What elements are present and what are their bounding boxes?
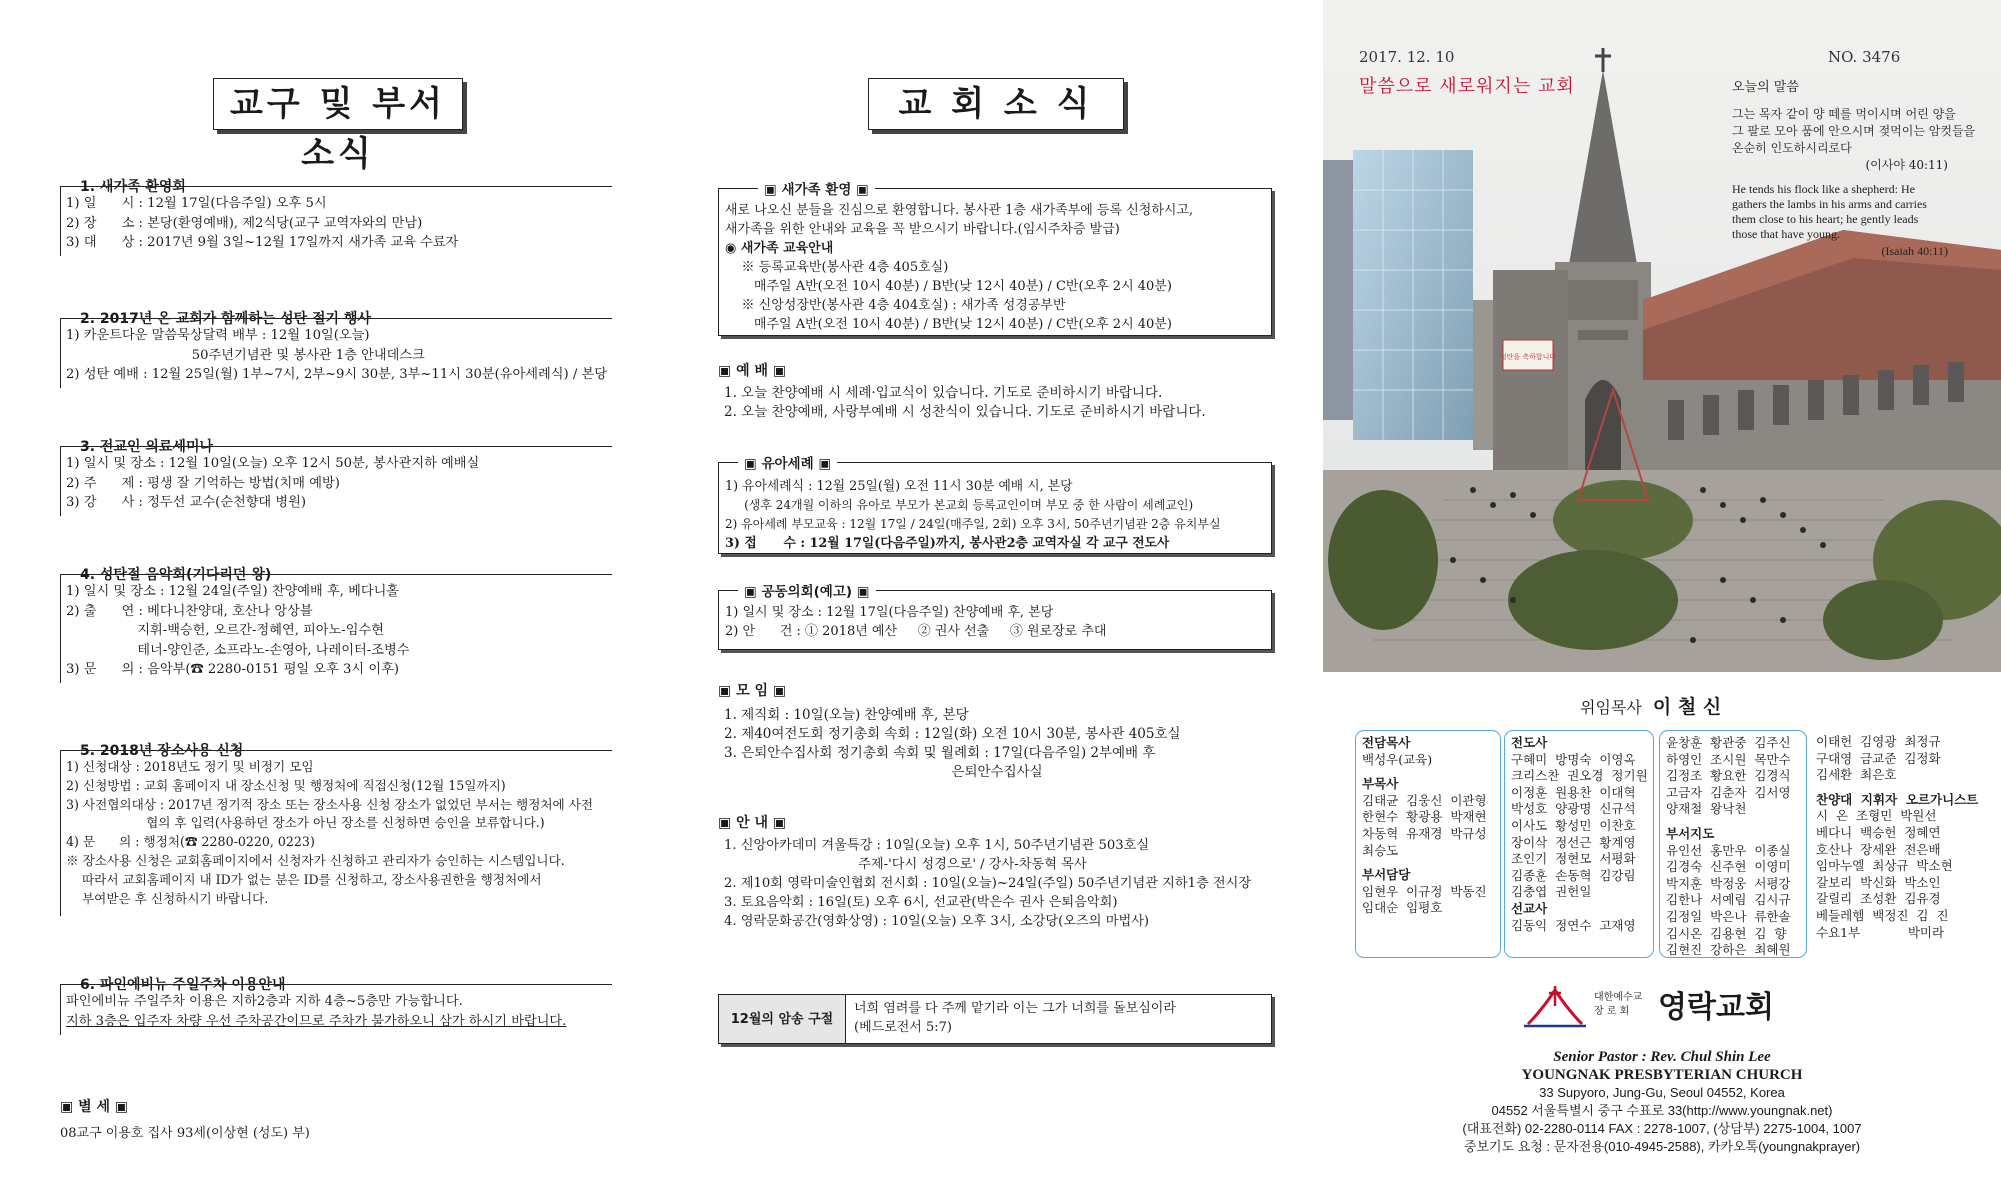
welcome-line: 새로 나오신 분들을 진심으로 환영합니다. 봉사관 1층 새가족부에 등록 신청하시고,: [725, 203, 1194, 218]
meeting-line: 2. 제40여전도회 정기총회 속회 : 12일(화) 오전 10시 30분, 봉사관 405호실: [724, 726, 1181, 742]
infant-baptism-box: [718, 462, 1272, 554]
staff-names: 임마누엘 최상규 박소현: [1816, 858, 1953, 874]
meeting-line: 1. 제직회 : 10일(오늘) 찬양예배 후, 본당: [724, 707, 969, 723]
section-line: 2) 출 연 : 베다니찬양대, 호산나 앙상블: [66, 603, 313, 619]
section-line: 50주년기념관 및 봉사관 1층 안내데스크: [66, 347, 425, 363]
section-line: 3) 강 사 : 정두선 교수(순천향대 병원): [66, 495, 306, 510]
staff-names: [1666, 818, 1800, 826]
assembly-line: 2) 안 건 : ① 2018년 예산 ② 권사 선출 ③ 원로장로 추대: [725, 624, 1107, 639]
infant-line: 2) 유아세례 부모교육 : 12월 17일 / 24일(매주일, 2회) 오후 3시, 50주년기념관 2층 유치부실: [725, 517, 1221, 531]
staff-names: [1362, 768, 1494, 776]
staff-names: 구혜미 방명숙 이영옥: [1511, 751, 1636, 767]
logo-denomination-2: 장 로 회: [1594, 1006, 1630, 1017]
section-line: 1) 일시 및 장소 : 12월 10일(오늘) 오후 12시 50분, 봉사관지하 예배실: [66, 456, 480, 471]
section-line: 2) 신청방법 : 교회 홈페이지 내 장소신청 및 행정처에 직접신청(12월 15일까지): [66, 777, 506, 793]
section-left-bar: [60, 984, 61, 1035]
staff-group-heading: 부목사: [1362, 776, 1399, 792]
notice-line: 2. 제10회 영락미술인협회 전시회 : 10일(오늘)~24일(주일) 50주년기념관 지하1층 전시장: [724, 876, 1252, 891]
notice-text: [724, 836, 1251, 931]
section-line: 따라서 교회홈페이지 내 ID가 없는 분은 ID를 신청하고, 장소사용권한을 행정처에서: [66, 871, 542, 887]
staff-names: 이정훈 원용찬 이대혁: [1511, 784, 1636, 800]
staff-names: 김정조 황요한 김경식: [1666, 768, 1791, 784]
staff-column: [1355, 730, 1501, 958]
staff-names: [1362, 859, 1494, 867]
section-line: 3) 대 상 : 2017년 9월 3일~12월 17일까지 새가족 교육 수료자: [66, 235, 459, 250]
section-body: [66, 454, 479, 513]
notice-line: 주제-'다시 성경으로' / 강사-차동혁 목사: [724, 857, 1087, 872]
welcome-line: 새가족을 위한 안내와 교육을 꼭 받으시기 바랍니다.(임시주차증 발급): [725, 222, 1120, 237]
verse-english-line: those that have young.: [1732, 227, 1840, 241]
staff-names: 구대영 금교준 김정화: [1816, 750, 1941, 766]
section-heading: 6. 파인에비뉴 주일주차 이용안내: [80, 977, 286, 993]
staff-group-heading: 찬양대 지휘자 오르가니스트: [1816, 791, 1979, 807]
welcome-box: [718, 188, 1272, 336]
infant-baptism-heading: ▣ 유아세례 ▣: [738, 452, 837, 472]
section-rule: [60, 446, 612, 447]
staff-column: [1504, 730, 1654, 958]
staff-names: 유인선 홍만우 이종실: [1666, 842, 1791, 858]
obituary-heading: ▣ 별 세 ▣: [60, 1099, 129, 1115]
staff-names: 베들레헴 백정진 김 진: [1816, 907, 1949, 923]
staff-names: 윤창훈 황관중 김주신: [1666, 735, 1791, 750]
section-line: ※ 장소사용 신청은 교회홈페이지에서 신청자가 신청하고 관리자가 승인하는 시스템입니다.: [66, 852, 565, 868]
section-line: 4) 문 의 : 행정처(☎ 2280-0220, 0223): [66, 834, 315, 850]
verse-korean-line: 그 팔로 모아 품에 안으시며 젖먹이는 암컷들을: [1732, 124, 1976, 138]
section-line: 부여받은 후 신청하시기 바랍니다.: [66, 890, 269, 906]
verse-english-line: them close to his heart; he gently leads: [1732, 212, 1919, 226]
staff-group-heading: 선교사: [1511, 900, 1548, 916]
section-line: 1) 일 시 : 12월 17일(다음주일) 오후 5시: [66, 196, 327, 211]
welcome-line: 매주일 A반(오전 10시 40분) / B반(낮 12시 40분) / C반(오후 2시 40분): [725, 279, 1172, 294]
section-heading: 1. 새가족 환영회: [80, 179, 186, 195]
staff-names: 김종훈 손동혁 김강림: [1511, 867, 1636, 883]
section-heading: 4. 성탄절 음악회(기다리던 왕): [80, 567, 272, 583]
staff-names: 크리스찬 권오경 정기원: [1511, 768, 1648, 784]
section-rule: [60, 750, 612, 751]
church-logo-icon: [1520, 980, 1590, 1030]
staff-names: 이태헌 김영광 최정규: [1816, 734, 1941, 749]
section-rule: [60, 186, 612, 187]
staff-names: 갈릴리 조성환 김유경: [1816, 891, 1941, 907]
section-rule: [60, 318, 612, 319]
logo-denomination-1: 대한예수교: [1594, 992, 1643, 1003]
welcome-line: ※ 등록교육반(봉사관 4층 405호실): [725, 260, 949, 275]
staff-names: [1816, 784, 1954, 792]
obituary-text: 08교구 이용호 집사 93세(이상현 (성도) 부): [60, 1126, 310, 1141]
bulletin-date: 2017. 12. 10: [1359, 48, 1455, 66]
section-line: 2) 주 제 : 평생 잘 기억하는 방법(치매 예방): [66, 475, 340, 491]
infant-line: 1) 유아세례식 : 12월 25일(월) 오전 11시 30분 예배 시, 본당: [725, 479, 1073, 494]
church-motto: 말씀으로 새로워지는 교회: [1359, 76, 1575, 97]
staff-names: 한현수 황광용 박재현: [1362, 809, 1487, 825]
section-body: [66, 582, 409, 680]
section-line: 2) 장 소 : 본당(환영예배), 제2식당(교구 교역자와의 만남): [66, 215, 423, 231]
staff-names: 호산나 장세완 전은배: [1816, 841, 1941, 857]
section-line: 3) 문 의 : 음악부(☎ 2280-0151 평일 오후 3시 이후): [66, 662, 399, 677]
left-page-title: 교구 및 부서소식: [213, 78, 463, 130]
verse-english: [1732, 182, 1948, 259]
notice-heading: ▣ 안 내 ▣: [718, 815, 787, 831]
section-line: 2) 성탄 예배 : 12월 25일(월) 1부~7시, 2부~9시 30분, 3부~11시 30분(유아세례식) / 본당: [66, 367, 607, 382]
section-line: 1) 신청대상 : 2018년도 정기 및 비정기 모임: [66, 759, 314, 774]
section-body: [66, 992, 566, 1031]
welcome-line: 매주일 A반(오전 10시 40분) / B반(낮 12시 40분) / C반(오후 2시 40분): [725, 317, 1172, 332]
section-left-bar: [60, 446, 61, 516]
meeting-heading: ▣ 모 임 ▣: [718, 683, 787, 699]
section-left-bar: [60, 574, 61, 683]
memory-verse-label: 12월의 암송 구절: [719, 995, 846, 1043]
section-heading: 2. 2017년 온 교회가 함께하는 성탄 절기 행사: [80, 311, 372, 327]
verse-english-ref: (Isaiah 40:11): [1881, 244, 1948, 258]
church-logo: [1520, 980, 1820, 1030]
section-line: 지휘-백승헌, 오르간-정혜연, 피아노-임수현: [66, 623, 384, 638]
issue-number: NO. 3476: [1828, 48, 1901, 66]
staff-names: 수요1부 박미라: [1816, 924, 1945, 940]
staff-names: 박지훈 박정웅 서평강: [1666, 875, 1791, 891]
church-banner-text: 성탄을 축하합니다: [1499, 353, 1557, 361]
verse-english-line: gathers the lambs in his arms and carries: [1732, 197, 1927, 211]
section-heading: 5. 2018년 장소사용 신청: [80, 743, 244, 759]
church-photo: [1323, 0, 2001, 672]
section-line: 테너-양인준, 소프라노-손영아, 나레이터-조병수: [66, 642, 410, 658]
section-line: 지하 3층은 입주자 차량 우선 주차공간이므로 주차가 불가하오니 삼가 하시기 바랍니다.: [66, 1013, 567, 1029]
assembly-line: 1) 일시 및 장소 : 12월 17일(다음주일) 찬양예배 후, 본당: [725, 605, 1054, 620]
memory-verse-line: (베드로전서 5:7): [854, 1020, 952, 1035]
memory-verse-box: [718, 994, 1272, 1044]
infant-line: (생후 24개월 이하의 유아로 부모가 본교회 등록교인이며 부모 중 한 사람이 세례교인): [725, 498, 1194, 512]
welcome-heading: ▣ 새가족 환영 ▣: [758, 178, 875, 198]
notice-line: 1. 신앙아카데미 겨울특강 : 10일(오늘) 오후 1시, 50주년기념관 503호실: [724, 838, 1150, 853]
staff-names: 김한나 서예림 김시규: [1666, 892, 1791, 908]
address-ko: 04552 서울특별시 중구 수표로 33(http://www.youngnak.net): [1491, 1103, 1833, 1118]
section-line: 협의 후 입력(사용하던 장소가 아닌 장소를 신청하면 승인을 보류합니다.): [66, 815, 545, 831]
staff-names: 베다니 백승헌 정혜연: [1816, 824, 1941, 840]
staff-names: 최승도: [1362, 842, 1399, 858]
section-line: 1) 카운트다운 말씀묵상달력 배부 : 12월 10일(오늘): [66, 328, 370, 343]
staff-names: 이사도 황성민 이찬호: [1511, 817, 1636, 833]
staff-names: 김현진 강하은 최혜원: [1666, 942, 1791, 958]
middle-page-title: 교 회 소 식: [868, 78, 1124, 130]
staff-names: 임현우 이규정 박동진: [1362, 883, 1487, 899]
staff-column: [1659, 730, 1807, 958]
staff-names: 김충엽 권헌일: [1511, 884, 1592, 900]
staff-names: 갈보리 박신화 박소인: [1816, 874, 1941, 890]
section-body: [66, 326, 607, 385]
staff-names: 시 온 조형민 박원선: [1816, 808, 1937, 824]
meeting-line: 3. 은퇴안수집사회 정기총회 속회 및 월례회 : 17일(다음주일) 2부예배 후: [724, 745, 1156, 761]
logo-church-name: 영락교회: [1658, 990, 1774, 1025]
staff-names: 김정일 박은나 류한솔: [1666, 908, 1791, 924]
meeting-text: [724, 706, 1181, 782]
section-rule: [60, 574, 612, 575]
section-line: 파인에비뉴 주일주차 이용은 지하2층과 지하 4층~5층만 가능합니다.: [66, 994, 463, 1009]
meeting-line: 은퇴안수집사실: [724, 764, 1043, 780]
verse-english-line: He tends his flock like a shepherd: He: [1732, 182, 1915, 196]
verse-label: 오늘의 말씀: [1732, 80, 1799, 95]
notice-line: 4. 영락문화공간(영화상영) : 10일(오늘) 오후 3시, 소강당(오즈의 마법사): [724, 914, 1150, 929]
staff-names: 조인기 정현모 서평화: [1511, 851, 1636, 867]
staff-group-heading: 전담목사: [1362, 735, 1411, 750]
welcome-line: ※ 신앙성장반(봉사관 4층 404호실) : 새가족 성경공부반: [725, 298, 1066, 313]
church-name-en: YOUNGNAK PRESBYTERIAN CHURCH: [1521, 1067, 1803, 1083]
worship-line: 1. 오늘 찬양예배 시 세례·입교식이 있습니다. 기도로 준비하시기 바랍니다.: [724, 385, 1163, 401]
notice-line: 3. 토요음악회 : 16일(토) 오후 6시, 선교관(박은수 권사 은퇴음악회): [724, 895, 1118, 910]
section-line: 3) 사전협의대상 : 2017년 정기적 장소 또는 장소사용 신청 장소가 없었던 부서는 행정처에 사전: [66, 796, 594, 812]
section-body: [66, 758, 593, 908]
staff-names: 하영인 조시원 목만수: [1666, 751, 1791, 767]
worship-heading: ▣ 예 배 ▣: [718, 363, 787, 379]
staff-names: 임대순 임평호: [1362, 900, 1443, 916]
staff-group-heading: 부서담당: [1362, 867, 1411, 883]
section-body: [66, 194, 458, 253]
verse-korean-line: 그는 목자 같이 양 떼를 먹이시며 어린 양을: [1732, 107, 1956, 121]
staff-names: 백성우(교육): [1362, 751, 1433, 767]
senior-pastor-en: Senior Pastor : Rev. Chul Shin Lee: [1553, 1049, 1771, 1065]
staff-column: [1810, 730, 1979, 958]
worship-line: 2. 오늘 찬양예배, 사랑부예배 시 성찬식이 있습니다. 기도로 준비하시기 바랍니다.: [724, 404, 1206, 420]
assembly-heading: ▣ 공동의회(예고) ▣: [738, 580, 876, 600]
section-left-bar: [60, 318, 61, 388]
staff-names: 고금자 김춘자 김서영: [1666, 784, 1791, 800]
staff-names: 박성호 양광명 신규석: [1511, 801, 1636, 817]
staff-names: 김시온 김용현 김 향: [1666, 925, 1787, 941]
phone-info: (대표전화) 02-2280-0114 FAX : 2278-1007, (상담부) 2275-1004, 1007: [1462, 1121, 1862, 1136]
address-en: 33 Supyoro, Jung-Gu, Seoul 04552, Korea: [1539, 1085, 1785, 1100]
verse-korean: [1732, 106, 1975, 174]
pastor-name: 이 철 신: [1652, 696, 1722, 718]
pastor-line: [1580, 692, 1721, 719]
staff-names: 차동혁 유재경 박규성: [1362, 825, 1487, 841]
staff-group-heading: 전도사: [1511, 735, 1548, 750]
section-left-bar: [60, 186, 61, 256]
verse-korean-line: 온순히 인도하시리로다: [1732, 141, 1852, 155]
verse-korean-ref: (이사야 40:11): [1865, 158, 1948, 172]
staff-names: 장이삭 정선근 황계영: [1511, 834, 1636, 850]
section-rule: [60, 984, 612, 985]
section-left-bar: [60, 750, 61, 916]
section-heading: 3. 전교인 의료세미나: [80, 439, 213, 455]
staff-names: 양재철 왕낙천: [1666, 801, 1747, 817]
church-footer: [1323, 1048, 2001, 1156]
staff-names: 김경숙 신주현 이영미: [1666, 859, 1791, 875]
memory-verse-line: 너희 염려를 다 주께 맡기라 이는 그가 너희를 돌보심이라: [854, 1001, 1176, 1016]
welcome-line: ◉ 새가족 교육안내: [725, 241, 834, 256]
staff-group-heading: 부서지도: [1666, 825, 1715, 841]
prayer-request: 중보기도 요청 : 문자전용(010-4945-2588), 카카오톡(youngnakprayer): [1463, 1139, 1861, 1154]
section-line: 1) 일시 및 장소 : 12월 24일(주일) 찬양예배 후, 베다니홀: [66, 584, 400, 599]
staff-names: 김세환 최은호: [1816, 767, 1897, 783]
staff-names: 김태균 김웅신 이관형: [1362, 792, 1487, 808]
infant-line: 3) 접 수 : 12월 17일(다음주일)까지, 봉사관2층 교역자실 각 교구 전도사: [725, 536, 1170, 551]
worship-text: [724, 384, 1206, 422]
staff-names: 김동익 정연수 고재영: [1511, 917, 1636, 933]
pastor-label: 위임목사: [1580, 698, 1642, 717]
